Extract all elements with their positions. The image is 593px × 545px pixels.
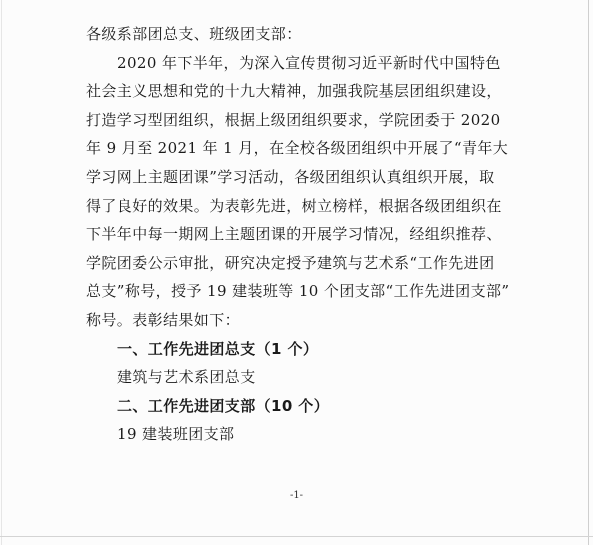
paragraph-line: 打造学习型团组织，根据上级团组织要求，学院团委于 2020 xyxy=(86,110,501,129)
section-heading-2: 二、工作先进团支部（10 个） xyxy=(117,396,330,415)
scan-edge-right xyxy=(588,0,589,545)
paragraph-line: 学院团委公示审批，研究决定授予建筑与艺术系“工作先进团 xyxy=(86,253,495,272)
paragraph-line: 年 9 月至 2021 年 1 月，在全校各级团组织中开展了“青年大 xyxy=(86,139,509,158)
paragraph-line: 总支”称号，授予 19 建装班等 10 个团支部“工作先进团支部” xyxy=(86,282,510,301)
paragraph-line: 称号。表彰结果如下： xyxy=(86,310,241,329)
salutation: 各级系部团总支、班级团支部： xyxy=(86,25,302,43)
section-item-2: 19 建装班团支部 xyxy=(117,425,235,444)
paragraph-line: 社会主义思想和党的十九大精神，加强我院基层团组织建设， xyxy=(86,82,502,101)
paragraph-line: 下半年中每一期网上主题团课的开展学习情况，经组织推荐、 xyxy=(86,225,502,244)
paragraph-line: 学习网上主题团课”学习活动，各级团组织认真组织开展，取 xyxy=(86,167,495,186)
page-number: -1- xyxy=(289,490,304,501)
document-body xyxy=(86,20,516,449)
section-item-1: 建筑与艺术系团总支 xyxy=(117,368,256,387)
paragraph-line: 2020 年下半年，为深入宣传贯彻习近平新时代中国特色 xyxy=(117,53,501,72)
scan-edge-left xyxy=(1,0,2,545)
scan-edge-bottom xyxy=(0,536,593,537)
paragraph-line: 得了良好的效果。为表彰先进，树立榜样，根据各级团组织在 xyxy=(86,196,502,215)
section-heading-1: 一、工作先进团总支（1 个） xyxy=(117,339,319,358)
